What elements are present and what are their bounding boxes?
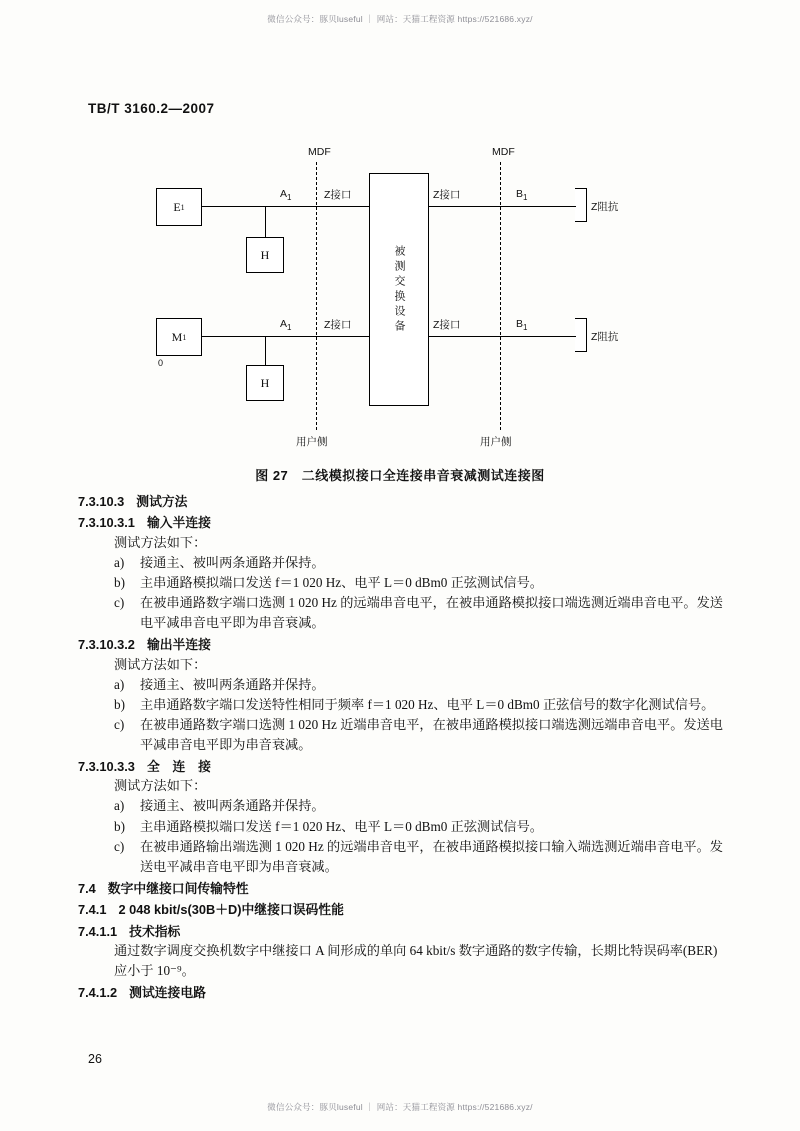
para-method-intro-2: 测试方法如下： [114, 656, 207, 672]
heading-7-4-1: 7.4.1 2 048 kbit/s(30B＋D)中继接口误码性能 [78, 902, 344, 918]
standard-number: TB/T 3160.2—2007 [88, 101, 215, 116]
para-ber-spec: 通过数字调度交换机数字中继接口 A 间形成的单向 64 kbit/s 数字通路的数字传输，长期比特误码率(BER)应小于 10⁻⁹。 [114, 943, 718, 979]
top-left-wire [202, 206, 369, 207]
dut-box [369, 173, 429, 406]
heading-7-4: 7.4 数字中继接口间传输特性 [78, 880, 249, 896]
h-box-bottom [246, 365, 284, 401]
m1-box [156, 318, 202, 356]
m1-zero-label: 0 [158, 358, 164, 368]
a1-bottom-label: $A_1$ [280, 318, 292, 333]
figure-diagram [88, 140, 712, 450]
h-box-top [246, 237, 284, 273]
list-item: a) 接通主、被叫两条通路并保持。 [114, 554, 325, 570]
list-item: c) 在被串通路数字端口选测 1 020 Hz 的远端串音电平，在被串通路模拟接口端选测近端串音电平。发送电平减串音电平即为串音衰减。 [114, 595, 723, 631]
heading-7-3-10-3: 7.3.10.3 测试方法 [78, 494, 188, 509]
watermark-bottom: 微信公众号：豚贝luseful ｜ 网站：天猫工程资源 https://521686.xyz/ [267, 1102, 533, 1112]
mdf-right-label: MDF [492, 146, 515, 158]
para-method-intro-1: 测试方法如下： [114, 534, 207, 550]
z-impedance-bottom-label: Z阻抗 [591, 331, 619, 343]
h-top-drop [265, 206, 266, 237]
b1-top-label: $B_1$ [516, 188, 528, 203]
user-side-right-label: 用户侧 [480, 436, 512, 448]
list-item: b) 主串通路模拟端口发送 f＝1 020 Hz、电平 L＝0 dBm0 正弦测试信号。 [114, 575, 543, 590]
bottom-right-wire [429, 336, 576, 337]
z-interface-label-4: Z接口 [433, 319, 461, 331]
mdf-right-line [500, 162, 501, 430]
figure-caption: 图 27 二线模拟接口全连接串音衰减测试连接图 [255, 468, 545, 483]
watermark-top: 微信公众号：豚贝luseful ｜ 网站：天猫工程资源 https://521686.xyz/ [267, 14, 533, 24]
heading-7-4-1-2: 7.4.1.2 测试连接电路 [78, 985, 206, 1001]
document-body [78, 490, 723, 1003]
z-impedance-bottom-bracket [575, 318, 587, 352]
z-impedance-top-bracket [575, 188, 587, 222]
user-side-left-label: 用户侧 [296, 436, 328, 448]
heading-7-3-10-3-1: 7.3.10.3.1 输入半连接 [78, 515, 211, 531]
mdf-left-line [316, 162, 317, 430]
list-item: b) 主串通路数字端口发送特性相同于频率 f＝1 020 Hz、电平 L＝0 dBm0 正弦信号的数字化测试信号。 [114, 696, 715, 712]
z-interface-label-2: Z接口 [433, 189, 461, 201]
bottom-left-wire [202, 336, 369, 337]
e1-label: E [173, 199, 181, 214]
m1-label: M [171, 329, 183, 344]
para-method-intro-3: 测试方法如下： [114, 778, 207, 794]
list-item: a) 接通主、被叫两条通路并保持。 [114, 676, 325, 692]
list-item: c) 在被串通路输出端选测 1 020 Hz 的远端串音电平，在被串通路模拟接口输入端选测近端串音电平。发送电平减串音电平即为串音衰减。 [114, 838, 723, 874]
a1-top-label: $A_1$ [280, 188, 292, 203]
b1-bottom-label: $B_1$ [516, 318, 528, 333]
dut-label: 被测交换设备 [393, 244, 405, 335]
heading-7-3-10-3-3: 7.3.10.3.3 全 连 接 [78, 758, 211, 774]
heading-7-4-1-1: 7.4.1.1 技术指标 [78, 923, 181, 939]
m1-sub: 1 [182, 332, 187, 342]
h-top-label: H [260, 247, 270, 262]
list-item: c) 在被串通路数字端口选测 1 020 Hz 近端串音电平，在被串通路模拟接口端选测远端串音电平。发送电平减串音电平即为串音衰减。 [114, 716, 723, 752]
z-interface-label-3: Z接口 [324, 319, 352, 331]
e1-sub: 1 [180, 202, 185, 212]
mdf-left-label: MDF [308, 146, 331, 158]
e1-box [156, 188, 202, 226]
z-interface-label-1: Z接口 [324, 189, 352, 201]
z-impedance-top-label: Z阻抗 [591, 201, 619, 213]
page-number: 26 [88, 1052, 102, 1066]
list-item: b) 主串通路模拟端口发送 f＝1 020 Hz、电平 L＝0 dBm0 正弦测试信号。 [114, 818, 543, 834]
h-bottom-label: H [260, 375, 270, 390]
list-item: a) 接通主、被叫两条通路并保持。 [114, 798, 325, 814]
heading-7-3-10-3-2: 7.3.10.3.2 输出半连接 [78, 637, 211, 653]
h-bottom-drop [265, 336, 266, 365]
top-right-wire [429, 206, 576, 207]
